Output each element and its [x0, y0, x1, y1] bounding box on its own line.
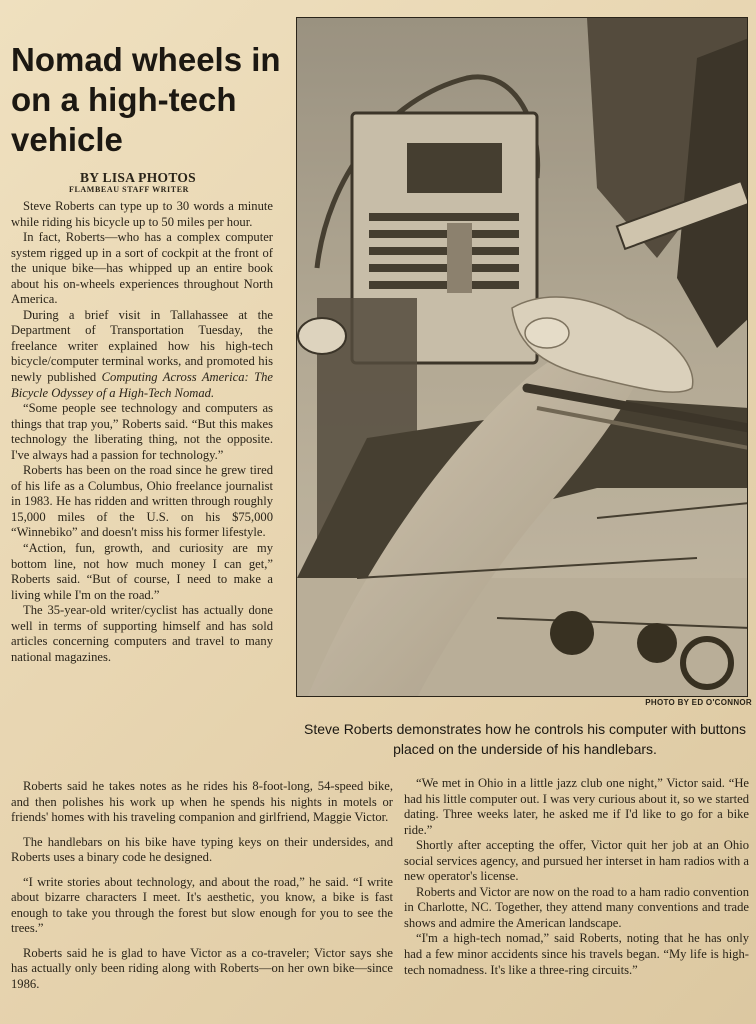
- bicycle-cockpit-photo: [297, 18, 748, 697]
- paragraph: “We met in Ohio in a little jazz club one night,” Victor said. “He had his little computer out. I was very curious about it, so we started dating. Three weeks later, he asked me if I'd like to go for a bike ride.”: [404, 776, 749, 837]
- paragraph: Shortly after accepting the offer, Victor quit her job at an Ohio social services agency, and pursued her interset in ham radios with a new operator's license.: [404, 838, 749, 884]
- paragraph: The 35-year-old writer/cyclist has actually done well in terms of supporting himself and has sold articles concerning computers and travel to many national magazines.: [11, 603, 273, 664]
- staff-writer-line: FLAMBEAU STAFF WRITER: [69, 185, 190, 194]
- book-title: Computing Across America: The Bicycle Odyssey of a High-Tech Nomad.: [11, 370, 273, 400]
- paragraph: In fact, Roberts—who has a complex computer system rigged up in a sort of cockpit at the front of the unique bike—has whipped up an entire book about his on-wheels experiences throughout North America.: [11, 230, 273, 307]
- paragraph: “Action, fun, growth, and curiosity are my bottom line, not how much money I can get,” Roberts said. “But of course, I need to make a living while I'm on the road.”: [11, 541, 273, 602]
- article-column-left: [11, 199, 273, 665]
- photo-credit: PHOTO BY ED O'CONNOR: [645, 698, 752, 707]
- paragraph: “I'm a high-tech nomad,” said Roberts, noting that he has only had a few minor accidents since his travels began. “My life is high-tech nomadness. It's like a three-ring circuits.”: [404, 931, 749, 977]
- paragraph: Roberts and Victor are now on the road to a ham radio convention in Charlotte, NC. Together, they attend many conventions and trade shows and admire the American landscape.: [404, 884, 749, 930]
- paragraph: “Some people see technology and computers as things that trap you,” Roberts said. “But this makes technology the liberating thing, not the opposite. I've always had a passion for technology.”: [11, 401, 273, 462]
- news-photo: [296, 17, 748, 697]
- article-column-bottom-left: [11, 779, 393, 1002]
- paragraph: Roberts said he takes notes as he rides his 8-foot-long, 54-speed bike, and then polishes his work up when he spends his nights in motels or friends' homes with his traveling companion and girlfriend, Maggie Victor.: [11, 779, 393, 825]
- paragraph: Roberts has been on the road since he grew tired of his life as a Columbus, Ohio freelance journalist in 1983. He has ridden and written through roughly 15,000 miles of the U.S. on his $75,000 “Winnebiko” and doesn't miss his former lifestyle.: [11, 463, 273, 540]
- paragraph: Steve Roberts can type up to 30 words a minute while riding his bicycle up to 50 miles per hour.: [11, 199, 273, 229]
- paragraph: “I write stories about technology, and about the road,” he said. “I write about bizarre characters I meet. It's aesthetic, you know, a bike is fast enough to take you through the forest but slow enough for you to see the trees.”: [11, 874, 393, 936]
- byline: BY LISA PHOTOS: [80, 170, 196, 185]
- paragraph: The handlebars on his bike have typing keys on their undersides, and Roberts uses a binary code he designed.: [11, 834, 393, 865]
- photo-caption: Steve Roberts demonstrates how he controls his computer with buttons placed on the underside of his handlebars.: [304, 721, 746, 757]
- paragraph: During a brief visit in Tallahassee at the Department of Transportation Tuesday, the freelance writer explained how his high-tech bicycle/computer terminal works, and promoted his newly published Computing Across America: The Bicycle Odyssey of a High-Tech Nomad.: [11, 307, 273, 400]
- headline: Nomad wheels in on a high-tech vehicle: [11, 41, 281, 158]
- article-column-right: [404, 776, 749, 978]
- paragraph: Roberts said he is glad to have Victor as a co-traveler; Victor says she has actually only been riding along with Roberts—on her own bike—since 1986.: [11, 945, 393, 992]
